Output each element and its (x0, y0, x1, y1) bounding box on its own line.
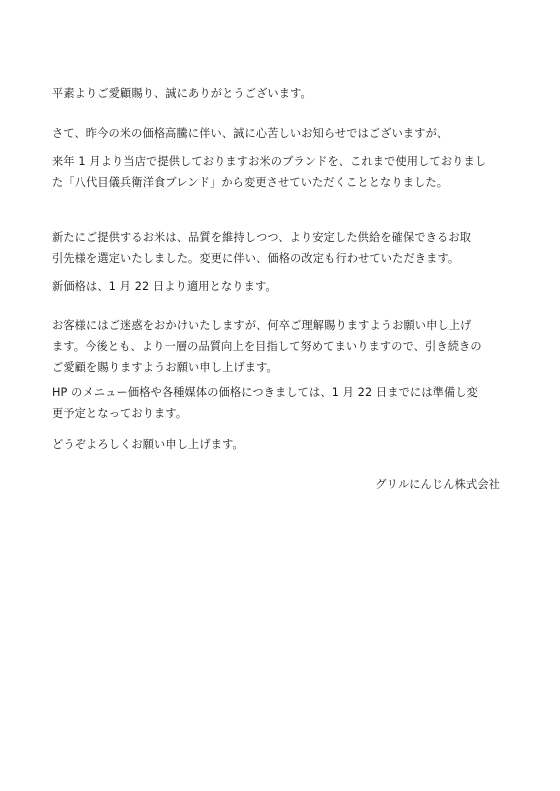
text-line: 新たにご提供するお米は、品質を維持しつつ、より安定した供給を確保できるお取 (52, 231, 472, 244)
text-line: 来年 1 月より当店で提供しておりますお米のブランドを、これまで使用しておりまし (52, 155, 487, 168)
text-line: どうぞよろしくお願い申し上げます。 (52, 438, 244, 451)
text-line: さて、昨今の米の価格高騰に伴い、誠に心苦しいお知らせではございますが、 (52, 127, 449, 140)
text-line: 平素よりご愛顧賜り、誠にありがとうございます。 (52, 87, 312, 100)
text-line: お客様にはご迷惑をおかけいたしますが、何卒ご理解賜りますようお願い申し上げ (52, 319, 472, 332)
text-line: 新価格は、1 月 22 日より適用となります。 (52, 280, 277, 293)
brand-change-paragraph (52, 151, 522, 193)
apology-paragraph (52, 315, 522, 378)
menu-price-update-paragraph (52, 382, 522, 424)
new-price-date-paragraph (52, 276, 522, 297)
company-signature: グリルにんじん株式会社 (375, 478, 500, 491)
text-line: HP のメニュー価格や各種媒体の価格につきましては、1 月 22 日までには準備し変 (52, 386, 479, 399)
text-line: た「八代目儀兵衛洋食ブレンド」から変更させていただくこととなりました。 (52, 176, 449, 189)
text-line: 更予定となっております。 (52, 407, 188, 420)
text-line: ます。今後とも、より一層の品質向上を目指して努めてまいりますので、引き続きの (52, 340, 482, 353)
text-line: 引先様を選定いたしました。変更に伴い、価格の改定も行わせていただきます。 (52, 252, 460, 265)
notice-intro-paragraph (52, 123, 522, 144)
text-line: ご愛顧を賜りますようお願い申し上げます。 (52, 361, 278, 374)
new-rice-paragraph (52, 227, 522, 269)
closing-paragraph (52, 434, 522, 455)
greeting-paragraph (52, 83, 522, 104)
